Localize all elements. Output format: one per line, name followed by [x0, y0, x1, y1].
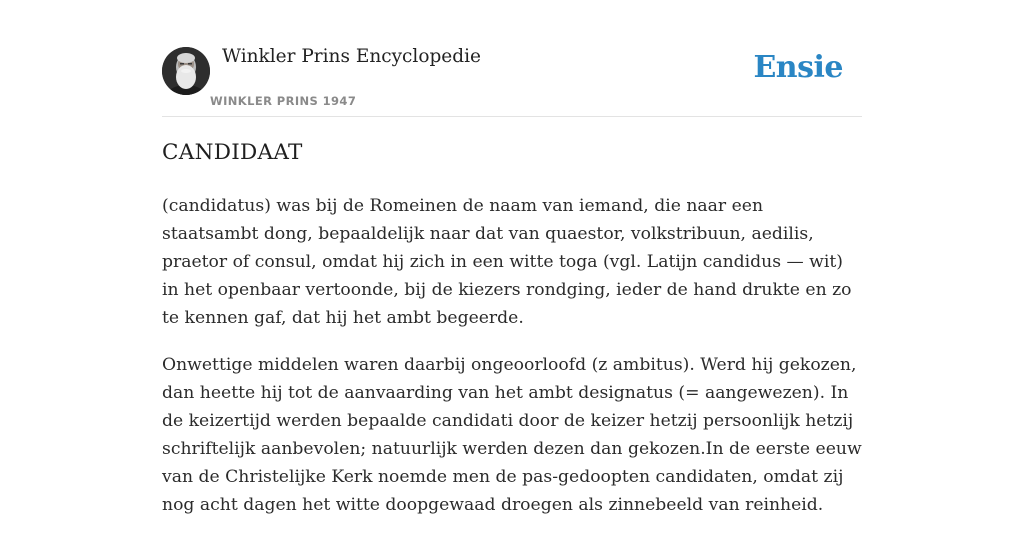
article-page	[162, 0, 862, 515]
entry-paragraph: (candidatus) was bij de Romeinen de naam van iemand, die naar een staatsambt dong, bepaaldelijk naar dat van quaestor, volkstribuun, aedilis, praetor of consul, omdat hij zich in een witte toga (vgl. Latijn candidus — wit) in het openbaar vertoonde, bij de kiezers rondging, ieder de hand drukte en zo te kennen gaf, dat hij het ambt begeerde.	[162, 196, 852, 328]
entry-body	[162, 192, 862, 538]
ensie-logo-link[interactable]: Ensie	[753, 50, 843, 85]
entry-paragraph: Onwettige middelen waren daarbij ongeoorloofd (z ambitus). Werd hij gekozen, dan heette hij tot de aanvaarding van het ambt designatus (= aangewezen). In de keizertijd werden bepaalde candidati door de keizer hetzij persoonlijk hetzij schriftelijk aanbevolen; natuurlijk werden dezen dan gekozen.In de eerste eeuw van de Christelijke Kerk noemde men de pas-gedoopten candidaten, omdat zij nog acht dagen het witte doopgewaad droegen als zinnebeeld van reinheid.	[162, 355, 862, 515]
source-avatar[interactable]	[162, 47, 210, 95]
bearded-man-portrait-icon	[162, 47, 210, 95]
source-subtitle: WINKLER PRINS 1947	[210, 94, 357, 108]
entry-title: CANDIDAAT	[162, 140, 303, 165]
source-header	[162, 0, 862, 117]
source-title[interactable]: Winkler Prins Encyclopedie	[222, 46, 481, 67]
